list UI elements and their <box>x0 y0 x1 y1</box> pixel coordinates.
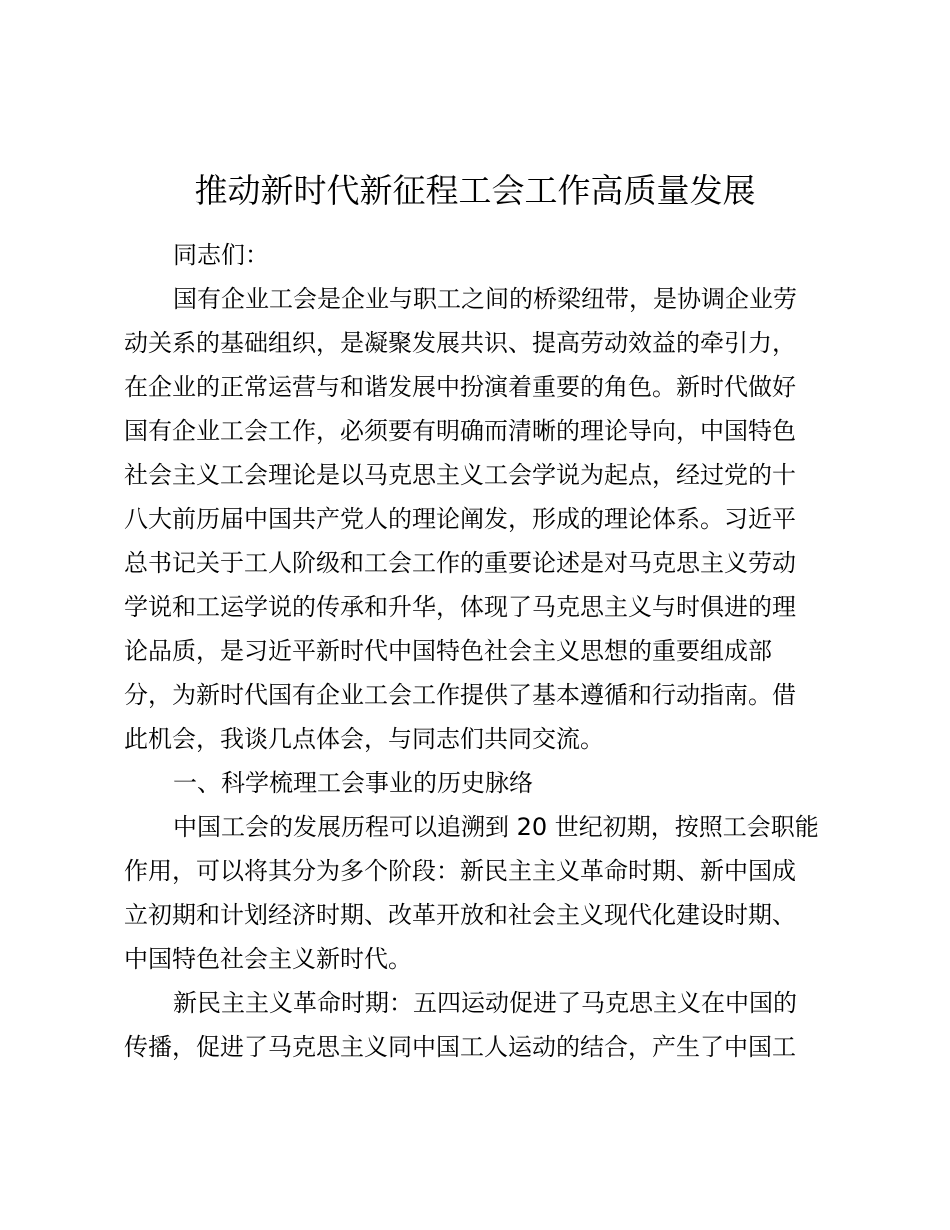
paragraph-line: 传播，促进了马克思主义同中国工人运动的结合，产生了中国工 <box>124 1033 796 1061</box>
paragraph-line: 此机会，我谈几点体会，与同志们共同交流。 <box>124 725 604 753</box>
salutation: 同志们： <box>173 241 269 269</box>
paragraph-line: 动关系的基础组织，是凝聚发展共识、提高劳动效益的牵引力， <box>124 329 796 357</box>
paragraph-line: 在企业的正常运营与和谐发展中扮演着重要的角色。新时代做好 <box>124 373 796 401</box>
paragraph-line: 总书记关于工人阶级和工会工作的重要论述是对马克思主义劳动 <box>124 549 796 577</box>
paragraph-line: 学说和工运学说的传承和升华，体现了马克思主义与时俱进的理 <box>124 593 796 621</box>
paragraph-line: 论品质，是习近平新时代中国特色社会主义思想的重要组成部 <box>124 637 772 665</box>
paragraph-line: 分，为新时代国有企业工会工作提供了基本遵循和行动指南。借 <box>124 681 796 709</box>
paragraph-line: 八大前历届中国共产党人的理论阐发，形成的理论体系。习近平 <box>124 505 796 533</box>
paragraph-line: 立初期和计划经济时期、改革开放和社会主义现代化建设时期、 <box>124 901 796 929</box>
paragraph-line: 中国工会的发展历程可以追溯到 20 世纪初期，按照工会职能 <box>173 813 819 841</box>
paragraph-line: 国有企业工会是企业与职工之间的桥梁纽带，是协调企业劳 <box>173 285 797 313</box>
paragraph-line: 作用，可以将其分为多个阶段：新民主主义革命时期、新中国成 <box>124 857 796 885</box>
document-title: 推动新时代新征程工会工作高质量发展 <box>194 171 756 210</box>
paragraph-line: 新民主主义革命时期：五四运动促进了马克思主义在中国的 <box>173 989 797 1017</box>
section-heading: 一、科学梳理工会事业的历史脉络 <box>173 769 533 797</box>
paragraph-line: 国有企业工会工作，必须要有明确而清晰的理论导向，中国特色 <box>124 417 796 445</box>
paragraph-line: 社会主义工会理论是以马克思主义工会学说为起点，经过党的十 <box>124 461 796 489</box>
paragraph-line: 中国特色社会主义新时代。 <box>124 945 412 973</box>
